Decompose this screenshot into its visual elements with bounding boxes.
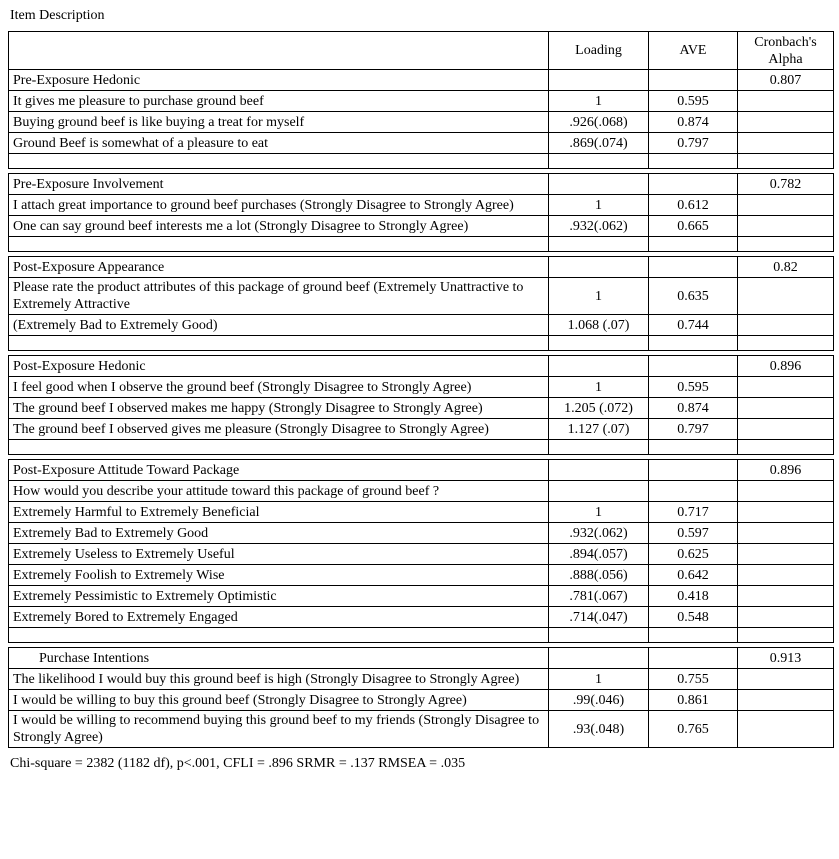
section-row — [9, 70, 834, 91]
empty-cell — [649, 336, 738, 351]
loading-value: .926(.068) — [549, 112, 649, 133]
item-text: The ground beef I observed makes me happy (Strongly Disagree to Strongly Agree) — [9, 398, 549, 419]
spacer-row — [9, 336, 834, 351]
item-text: Please rate the product attributes of this package of ground beef (Extremely Unattractive to Extremely Attractive — [9, 278, 549, 315]
item-text: I feel good when I observe the ground beef (Strongly Disagree to Strongly Agree) — [9, 377, 549, 398]
ave-value: 0.765 — [649, 711, 738, 748]
empty-cell — [649, 237, 738, 252]
empty-loading-cell — [549, 174, 649, 195]
item-row — [9, 607, 834, 628]
empty-cronbach-cell — [738, 711, 834, 748]
item-text: Buying ground beef is like buying a treat for myself — [9, 112, 549, 133]
ave-value: 0.548 — [649, 607, 738, 628]
cronbach-alpha-value: 0.896 — [738, 356, 834, 377]
item-row — [9, 315, 834, 336]
empty-cronbach-cell — [738, 315, 834, 336]
measurement-items-table — [8, 31, 833, 748]
ave-value: 0.635 — [649, 278, 738, 315]
ave-value: 0.874 — [649, 112, 738, 133]
ave-value: 0.595 — [649, 377, 738, 398]
item-row — [9, 112, 834, 133]
loading-value: 1.127 (.07) — [549, 419, 649, 440]
empty-cronbach-cell — [738, 398, 834, 419]
empty-cronbach-cell — [738, 112, 834, 133]
column-header-cronbach-alpha: Cronbach's Alpha — [738, 32, 834, 70]
empty-cell — [649, 628, 738, 643]
empty-cell — [549, 336, 649, 351]
cronbach-alpha-value: 0.807 — [738, 70, 834, 91]
empty-cell — [9, 440, 549, 455]
ave-value: 0.874 — [649, 398, 738, 419]
item-row — [9, 544, 834, 565]
empty-cronbach-cell — [738, 586, 834, 607]
empty-cronbach-cell — [738, 481, 834, 502]
loading-value: .93(.048) — [549, 711, 649, 748]
empty-cell — [9, 154, 549, 169]
section-row — [9, 648, 834, 669]
empty-cronbach-cell — [738, 544, 834, 565]
loading-value: .888(.056) — [549, 565, 649, 586]
item-text: Extremely Harmful to Extremely Beneficial — [9, 502, 549, 523]
loading-value: 1 — [549, 669, 649, 690]
empty-cell — [738, 237, 834, 252]
item-row — [9, 91, 834, 112]
ave-value: 0.597 — [649, 523, 738, 544]
empty-ave-cell — [649, 648, 738, 669]
item-text: Extremely Foolish to Extremely Wise — [9, 565, 549, 586]
item-text: Extremely Bored to Extremely Engaged — [9, 607, 549, 628]
section-table — [8, 256, 834, 351]
empty-cell — [738, 336, 834, 351]
section-table — [8, 31, 834, 169]
empty-cell — [549, 154, 649, 169]
item-text: I would be willing to recommend buying this ground beef to my friends (Strongly Disagree to Strongly Agree) — [9, 711, 549, 748]
empty-loading-cell — [549, 356, 649, 377]
empty-cell — [738, 154, 834, 169]
empty-ave-cell — [649, 356, 738, 377]
ave-value: 0.665 — [649, 216, 738, 237]
empty-loading-cell — [549, 460, 649, 481]
empty-cell — [9, 237, 549, 252]
cronbach-alpha-value: 0.896 — [738, 460, 834, 481]
loading-value: .714(.047) — [549, 607, 649, 628]
empty-cell — [549, 628, 649, 643]
empty-cell — [738, 440, 834, 455]
ave-value — [649, 481, 738, 502]
section-table — [8, 173, 834, 252]
item-row — [9, 419, 834, 440]
item-text: (Extremely Bad to Extremely Good) — [9, 315, 549, 336]
section-title: Purchase Intentions — [9, 648, 549, 669]
ave-value: 0.755 — [649, 669, 738, 690]
empty-ave-cell — [649, 257, 738, 278]
item-row — [9, 502, 834, 523]
empty-ave-cell — [649, 70, 738, 91]
loading-value: 1 — [549, 377, 649, 398]
empty-cronbach-cell — [738, 195, 834, 216]
cronbach-alpha-value: 0.913 — [738, 648, 834, 669]
ave-value: 0.642 — [649, 565, 738, 586]
empty-cronbach-cell — [738, 278, 834, 315]
loading-value: 1 — [549, 91, 649, 112]
column-header-description — [9, 32, 549, 70]
column-header-ave: AVE — [649, 32, 738, 70]
section-title: Pre-Exposure Involvement — [9, 174, 549, 195]
ave-value: 0.744 — [649, 315, 738, 336]
item-row — [9, 711, 834, 748]
empty-ave-cell — [649, 460, 738, 481]
empty-cronbach-cell — [738, 502, 834, 523]
loading-value — [549, 481, 649, 502]
empty-cronbach-cell — [738, 377, 834, 398]
empty-cronbach-cell — [738, 419, 834, 440]
spacer-row — [9, 440, 834, 455]
item-row — [9, 523, 834, 544]
empty-cell — [9, 628, 549, 643]
column-header-loading: Loading — [549, 32, 649, 70]
column-header-row — [9, 32, 834, 70]
ave-value: 0.418 — [649, 586, 738, 607]
item-text: The likelihood I would buy this ground beef is high (Strongly Disagree to Strongly Agree) — [9, 669, 549, 690]
empty-ave-cell — [649, 174, 738, 195]
ave-value: 0.797 — [649, 419, 738, 440]
item-text: I would be willing to buy this ground beef (Strongly Disagree to Strongly Agree) — [9, 690, 549, 711]
item-text: The ground beef I observed gives me pleasure (Strongly Disagree to Strongly Agree) — [9, 419, 549, 440]
empty-cell — [649, 440, 738, 455]
item-text: Extremely Bad to Extremely Good — [9, 523, 549, 544]
empty-cronbach-cell — [738, 523, 834, 544]
section-table — [8, 647, 834, 748]
item-row — [9, 690, 834, 711]
empty-cronbach-cell — [738, 669, 834, 690]
item-row — [9, 278, 834, 315]
empty-cell — [549, 440, 649, 455]
item-text: How would you describe your attitude toward this package of ground beef ? — [9, 481, 549, 502]
item-row — [9, 195, 834, 216]
empty-loading-cell — [549, 648, 649, 669]
section-title: Post-Exposure Hedonic — [9, 356, 549, 377]
loading-value: 1.068 (.07) — [549, 315, 649, 336]
table-caption: Item Description — [10, 8, 105, 23]
item-text: Extremely Useless to Extremely Useful — [9, 544, 549, 565]
item-text: Extremely Pessimistic to Extremely Optimistic — [9, 586, 549, 607]
empty-cronbach-cell — [738, 91, 834, 112]
section-row — [9, 174, 834, 195]
loading-value: .869(.074) — [549, 133, 649, 154]
empty-cell — [649, 154, 738, 169]
empty-cronbach-cell — [738, 133, 834, 154]
empty-cell — [738, 628, 834, 643]
section-row — [9, 460, 834, 481]
item-text: It gives me pleasure to purchase ground beef — [9, 91, 549, 112]
loading-value: .99(.046) — [549, 690, 649, 711]
ave-value: 0.797 — [649, 133, 738, 154]
section-title: Post-Exposure Appearance — [9, 257, 549, 278]
empty-loading-cell — [549, 70, 649, 91]
section-title: Post-Exposure Attitude Toward Package — [9, 460, 549, 481]
empty-loading-cell — [549, 257, 649, 278]
ave-value: 0.717 — [649, 502, 738, 523]
ave-value: 0.612 — [649, 195, 738, 216]
item-row — [9, 481, 834, 502]
item-row — [9, 669, 834, 690]
loading-value: .932(.062) — [549, 523, 649, 544]
loading-value: 1 — [549, 278, 649, 315]
item-text: Ground Beef is somewhat of a pleasure to eat — [9, 133, 549, 154]
item-row — [9, 216, 834, 237]
section-title: Pre-Exposure Hedonic — [9, 70, 549, 91]
loading-value: .781(.067) — [549, 586, 649, 607]
section-table — [8, 355, 834, 455]
item-row — [9, 398, 834, 419]
empty-cronbach-cell — [738, 690, 834, 711]
item-row — [9, 586, 834, 607]
empty-cronbach-cell — [738, 607, 834, 628]
ave-value: 0.625 — [649, 544, 738, 565]
loading-value: 1 — [549, 502, 649, 523]
section-table — [8, 459, 834, 643]
loading-value: .932(.062) — [549, 216, 649, 237]
empty-cronbach-cell — [738, 565, 834, 586]
section-row — [9, 356, 834, 377]
loading-value: .894(.057) — [549, 544, 649, 565]
empty-cronbach-cell — [738, 216, 834, 237]
spacer-row — [9, 154, 834, 169]
section-row — [9, 257, 834, 278]
ave-value: 0.595 — [649, 91, 738, 112]
item-text: I attach great importance to ground beef purchases (Strongly Disagree to Strongly Agree) — [9, 195, 549, 216]
item-row — [9, 565, 834, 586]
item-row — [9, 133, 834, 154]
cronbach-alpha-value: 0.782 — [738, 174, 834, 195]
model-fit-note: Chi-square = 2382 (1182 df), p<.001, CFLI = .896 SRMR = .137 RMSEA = .035 — [10, 756, 466, 771]
spacer-row — [9, 628, 834, 643]
cronbach-alpha-value: 0.82 — [738, 257, 834, 278]
loading-value: 1.205 (.072) — [549, 398, 649, 419]
item-text: One can say ground beef interests me a lot (Strongly Disagree to Strongly Agree) — [9, 216, 549, 237]
empty-cell — [9, 336, 549, 351]
spacer-row — [9, 237, 834, 252]
ave-value: 0.861 — [649, 690, 738, 711]
empty-cell — [549, 237, 649, 252]
loading-value: 1 — [549, 195, 649, 216]
item-row — [9, 377, 834, 398]
